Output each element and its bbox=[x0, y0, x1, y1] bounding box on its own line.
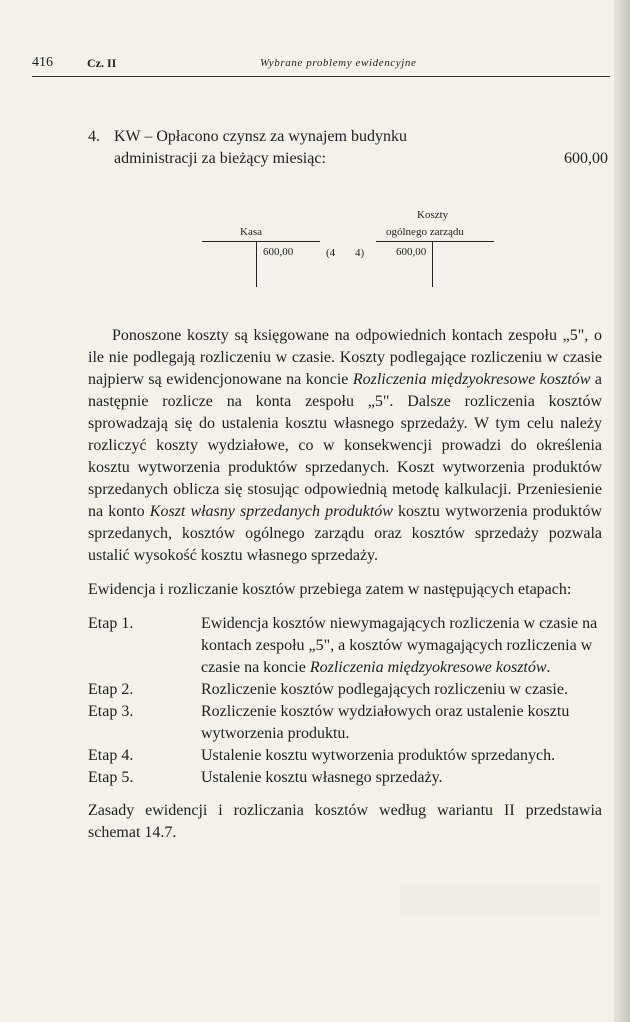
paragraph-text-2: a następnie rozlicze na konta zespołu „5". Dalsze rozliczenia kosztów sprowadzają się do ustalenia kosztu własnego sprzedaży. W tym celu należy rozliczyć koszty wydziałowe, co w konsekwencji prowadzi do określenia kosztu wytworzenia produktów sprzedanych. Koszt wytworzenia produktów sprzedanych oblicza się stosując odpowiednią metodę kalkulacji. Przeniesienie na konto bbox=[88, 371, 602, 520]
stage-label: Etap 5. bbox=[88, 769, 134, 786]
t-account-koszty-hline bbox=[376, 241, 494, 242]
header-rule bbox=[32, 76, 610, 77]
stage-label: Etap 2. bbox=[88, 681, 134, 698]
stage-label: Etap 4. bbox=[88, 747, 134, 764]
t-account-koszty-vline bbox=[432, 241, 433, 287]
page-number: 416 bbox=[32, 55, 53, 70]
kasa-entry-ref: (4 bbox=[326, 247, 336, 259]
running-title: Wybrane problemy ewidencyjne bbox=[260, 57, 417, 69]
stage-description: Rozliczenie kosztów wydziałowych oraz ustalenie kosztu wytworzenia produktu. bbox=[201, 703, 570, 742]
t-account-kasa-hline bbox=[202, 241, 320, 242]
entry-number: 4. bbox=[88, 128, 100, 145]
part-label: Cz. II bbox=[87, 56, 117, 70]
stage-description: Rozliczenie kosztów podlegających rozliczeniu w czasie. bbox=[201, 681, 568, 698]
kasa-credit-value: 600,00 bbox=[263, 246, 294, 258]
paragraph-text-3: kosztu wytworzenia produktów sprzedanych, kosztów ogólnego zarządu oraz kosztów sprzedaży pozwala ustalić wysokość kosztu własnego sprzedaży. bbox=[88, 503, 603, 564]
t-account-kasa-title: Kasa bbox=[240, 226, 262, 238]
stage-desc-account: Rozliczenia międzyokresowe kosztów bbox=[309, 659, 547, 676]
stage-description bbox=[201, 613, 601, 679]
stage-description: Ustalenie kosztu własnego sprzedaży. bbox=[201, 769, 443, 786]
t-account-koszty-title-line1: Koszty bbox=[417, 209, 449, 221]
t-account-kasa-vline bbox=[256, 241, 257, 287]
stage-desc-end: . bbox=[546, 659, 551, 676]
conclusion-paragraph: Zasady ewidencji i rozliczania kosztów według wariantu II przedstawia schemat 14.7. bbox=[88, 802, 602, 841]
bleed-through-shadow bbox=[400, 885, 600, 915]
body-paragraph bbox=[88, 325, 602, 567]
stage-description: Ustalenie kosztu wytworzenia produktów sprzedanych. bbox=[201, 747, 556, 764]
paragraph-account-name-2: Koszt własny sprzedanych produktów bbox=[149, 503, 393, 520]
entry-amount: 600,00 bbox=[564, 150, 608, 167]
running-header bbox=[32, 55, 610, 77]
page-edge-shadow bbox=[614, 0, 630, 1022]
t-account-koszty-title-line2: ogólnego zarządu bbox=[386, 226, 464, 238]
entry-text-line1: KW – Opłacono czynsz za wynajem budynku bbox=[114, 128, 407, 145]
stage-label: Etap 1. bbox=[88, 615, 134, 632]
koszty-debit-value: 600,00 bbox=[396, 246, 427, 258]
stage-desc-text: Ewidencja kosztów niewymagających rozliczenia w czasie na kontach zespołu „5", a kosztów wymagających rozliczenia w czasie na koncie bbox=[201, 615, 598, 676]
stages-intro: Ewidencja i rozliczanie kosztów przebiega zatem w następujących etapach: bbox=[88, 581, 572, 598]
paragraph-account-name-1: Rozliczenia międzyokresowe kosztów bbox=[352, 371, 591, 388]
koszty-entry-ref: 4) bbox=[355, 247, 365, 259]
paragraph-text-1: Ponoszone koszty są księgowane na odpowiednich kontach zespołu „5", o ile nie podlegają rozliczeniu w czasie. Koszty podlegające rozliczeniu w czasie najpierw są ewidencjonowane na koncie bbox=[88, 327, 602, 388]
stage-label: Etap 3. bbox=[88, 703, 134, 720]
entry-text-line2: administracji za bieżący miesiąc: bbox=[114, 150, 326, 167]
